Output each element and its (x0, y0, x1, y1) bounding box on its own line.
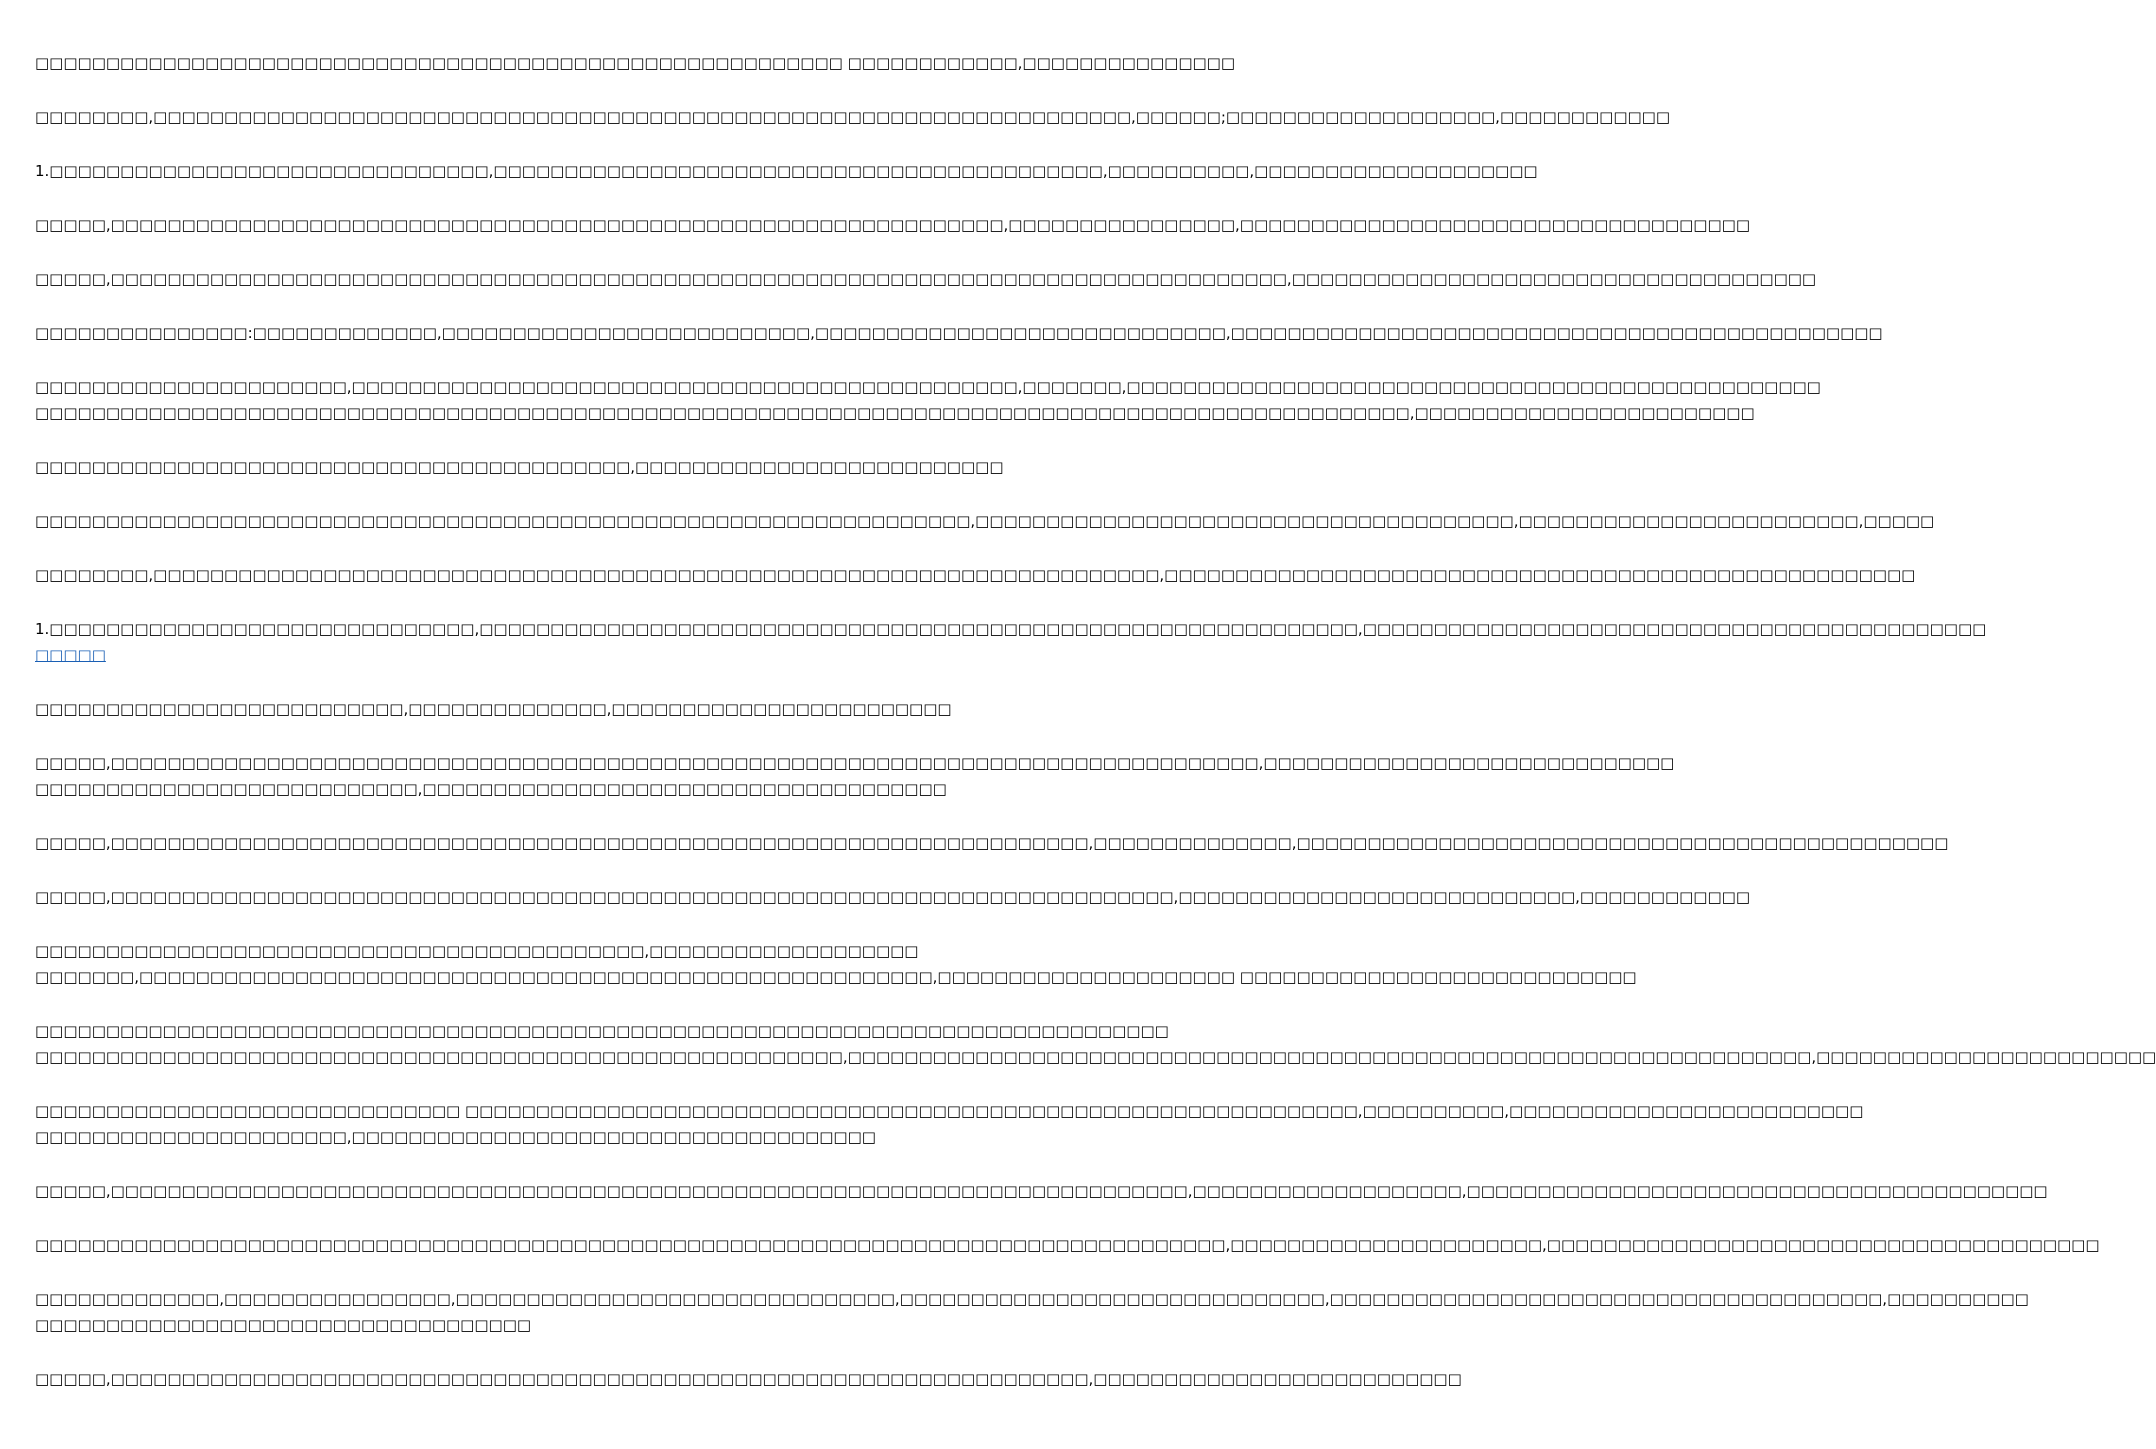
paragraph (35, 1098, 1864, 1150)
paragraph (35, 750, 1675, 802)
paragraph-line: □□□□□□□□□□□□□□□□□□□□□□□□□□□□□□□□□□□□□□□□□□□,□□□□□□□□□□□□□□□□□□□ (35, 942, 919, 960)
paragraph-line: □□□□□,□□□□□□□□□□□□□□□□□□□□□□□□□□□□□□□□□□□□□□□□□□□□□□□□□□□□□□□□□□□□□□□,□□□□□□□□□□□□□□□□,□□□□□□□□□□□□□□□□□□□□□□□□□□□□□□□□□□□□ (35, 216, 1750, 234)
paragraph-line: □□□□□□□□□□□□□,□□□□□□□□□□□□□□□□,□□□□□□□□□□□□□□□□□□□□□□□□□□□□□□□,□□□□□□□□□□□□□□□□□□□□□□□□□□□□□□,□□□□□□□□□□□□□□□□□□□□□□□□□□□□□□□□□□□□□□□,□□□□□□□□□□ (35, 1290, 2029, 1308)
paragraph-line: □□□□□□□□□□□□□□□□□□□□□□□□□□,□□□□□□□□□□□□□□,□□□□□□□□□□□□□□□□□□□□□□□□ (35, 700, 952, 718)
document-body (35, 50, 2156, 1420)
paragraph (35, 830, 1949, 856)
paragraph (35, 616, 1987, 668)
paragraph (35, 1366, 1462, 1392)
paragraph (35, 104, 1671, 130)
paragraph-line: □□□□□,□□□□□□□□□□□□□□□□□□□□□□□□□□□□□□□□□□□□□□□□□□□□□□□□□□□□□□□□□□□□□□□□□□□□□□□□□□□,□□□□□□□□□□□□□□□□□□□□□□□□□□□□,□□□□□□□□□□□□ (35, 888, 1750, 906)
paragraph (35, 1232, 2100, 1258)
paragraph-line: □□□□□□□□,□□□□□□□□□□□□□□□□□□□□□□□□□□□□□□□□□□□□□□□□□□□□□□□□□□□□□□□□□□□□□□□□□□□□□□□,□□□□□□□□□□□□□□□□□□□□□□□□□□□□□□□□□□□□□□□□□□□□□□□□□□□□□ (35, 566, 1916, 584)
paragraph-line: □□□□□,□□□□□□□□□□□□□□□□□□□□□□□□□□□□□□□□□□□□□□□□□□□□□□□□□□□□□□□□□□□□□□□□□□□□□□□□□□□□□□□□□□□,□□□□□□□□□□□□□□□□□□□□□□□□□□□□□□□□□□□□□ (35, 270, 1817, 288)
paragraph (35, 1178, 2048, 1204)
paragraph-line: □□□□□,□□□□□□□□□□□□□□□□□□□□□□□□□□□□□□□□□□□□□□□□□□□□□□□□□□□□□□□□□□□□□□□□□□□□□□□□□□□□□□□□□,□□□□□□□□□□□□□□□□□□□□□□□□□□□□□ (35, 754, 1675, 772)
paragraph (35, 1286, 2029, 1338)
paragraph-line: □□□□□□□□□□□□□□□□□□□□□□□□□□□□□□□□□□□□□□□□□□□□□□□□□□□□□□□□□□□□□□□□□□□□□□□□□□□□□□□□ (35, 1022, 1169, 1040)
paragraph (35, 266, 1817, 292)
paragraph-line: □□□□□□□□□□□□□□□□□□□□□□□□□□□□□□□□□□□□□□□□□□□□□□□□□□□□□□□□□,□□□□□□□□□□□□□□□□□□□□□□□□□□□□□□□□□□□□□□□□□□□□□□□□□□□□□□□□□□□□□□□□□□□□,□□□□□□□□□□□□□□□□□□□□□□□□ (35, 1048, 2156, 1066)
paragraph-line: □□□□□□□,□□□□□□□□□□□□□□□□□□□□□□□□□□□□□□□□□□□□□□□□□□□□□□□□□□□□□□□□,□□□□□□□□□□□□□□□□□□□□□ □□□□□□□□□□□□□□□□□□□□□□□□□□□□ (35, 968, 1637, 986)
paragraph (35, 508, 1935, 534)
paragraph-line: □□□□□□□□□□□□□□□□□□□□□□□□□□□□□□□□□□□□□□□□□□□□□□□□□□□□□□□□□ □□□□□□□□□□□□,□□□□□□□□□□□□□□□ (35, 54, 1236, 72)
paragraph-line: □□□□□□□□□□□□□□□□□□□□□□□□□□□□□□□□□□□□□□□□□□□□□□□□□□□□□□□□□□□□□□□□□□,□□□□□□□□□□□□□□□□□□□□□□□□□□□□□□□□□□□□□□,□□□□□□□□□□□□□□□□□□□□□□□□,□□□□□ (35, 512, 1935, 530)
paragraph-line: □□□□□□□□□□□□□□□□□□□□□□□□□□□□□□□□□□□ (35, 1316, 532, 1334)
paragraph (35, 696, 990, 722)
paragraph-line: □□□□□□□□□□□□□□□□□□□□□□□□□□□,□□□□□□□□□□□□□□□□□□□□□□□□□□□□□□□□□□□□□ (35, 780, 947, 798)
paragraph (35, 158, 1538, 184)
paragraph-line: □□□□□,□□□□□□□□□□□□□□□□□□□□□□□□□□□□□□□□□□□□□□□□□□□□□□□□□□□□□□□□□□□□□□□□□□□□□,□□□□□□□□□□□□□□,□□□□□□□□□□□□□□□□□□□□□□□□□□□□□□□□□□□□□□□□□□□□□□ (35, 834, 1949, 852)
paragraph-line: □□□□□□□□□□□□□□□□□□□□□□□□□□□□□□ □□□□□□□□□□□□□□□□□□□□□□□□□□□□□□□□□□□□□□□□□□□□□□□□□□□□□□□□□□□□□□□,□□□□□□□□□□,□□□□□□□□□□□□□□□□□□□□□□□□□ (35, 1102, 1864, 1120)
paragraph-line: □□□□□□□□□□□□□□□□□□□□□□□□□□□□□□□□□□□□□□□□□□□□□□□□□□□□□□□□□□□□□□□□□□□□□□□□□□□□□□□□□□□□□□□□□□□□□□□□□,□□□□□□□□□□□□□□□□□□□□□□□□ (35, 404, 1755, 422)
paragraph-line: □□□□□,□□□□□□□□□□□□□□□□□□□□□□□□□□□□□□□□□□□□□□□□□□□□□□□□□□□□□□□□□□□□□□□□□□□□□,□□□□□□□□□□□□□□□□□□□□□□□□□□ (35, 1370, 1462, 1388)
paragraph (35, 50, 1236, 76)
paragraph (35, 884, 1750, 910)
paragraph (35, 1018, 2156, 1070)
paragraph (35, 562, 1916, 588)
paragraph (35, 454, 1004, 480)
paragraph-line: □□□□□□□□,□□□□□□□□□□□□□□□□□□□□□□□□□□□□□□□□□□□□□□□□□□□□□□□□□□□□□□□□□□□□□□□□□□□□□,□□□□□□;□□□□□□□□□□□□□□□□□□□,□□□□□□□□□□□□ (35, 108, 1671, 126)
paragraph (35, 938, 1637, 990)
paragraph-link[interactable]: □□□□□ (35, 646, 106, 664)
paragraph-line: 1.□□□□□□□□□□□□□□□□□□□□□□□□□□□□□□□,□□□□□□□□□□□□□□□□□□□□□□□□□□□□□□□□□□□□□□□□□□□,□□□□□□□□□□,□□□□□□□□□□□□□□□□□□□□ (35, 162, 1538, 180)
paragraph-line: □□□□□,□□□□□□□□□□□□□□□□□□□□□□□□□□□□□□□□□□□□□□□□□□□□□□□□□□□□□□□□□□□□□□□□□□□□□□□□□□□□,□□□□□□□□□□□□□□□□□□□,□□□□□□□□□□□□□□□□□□□□□□□□□□□□□□□□□□□□□□□□□ (35, 1182, 2048, 1200)
paragraph-line: □□□□□□□□□□□□□□□□□□□□□□□□□□□□□□□□□□□□□□□□□□□□□□□□□□□□□□□□□□□□□□□□□□□□□□□□□□□□□□□□□□□□,□□□□□□□□□□□□□□□□□□□□□□,□□□□□□□□□□□□□□□□□□□□□□□□□□□□□□□□□□□□□□□ (35, 1236, 2100, 1254)
paragraph-line: □□□□□□□□□□□□□□□□□□□□□□,□□□□□□□□□□□□□□□□□□□□□□□□□□□□□□□□□□□□□□□□□□□□□□□,□□□□□□□,□□□□□□□□□□□□□□□□□□□□□□□□□□□□□□□□□□□□□□□□□□□□□□□□□ (35, 378, 1821, 396)
paragraph (35, 212, 1750, 238)
paragraph-line: □□□□□□□□□□□□□□□□□□□□□□,□□□□□□□□□□□□□□□□□□□□□□□□□□□□□□□□□□□□□ (35, 1128, 876, 1146)
paragraph-line: □□□□□□□□□□□□□□□□□□□□□□□□□□□□□□□□□□□□□□□□□□,□□□□□□□□□□□□□□□□□□□□□□□□□□ (35, 458, 1004, 476)
paragraph (35, 374, 1821, 426)
paragraph (35, 320, 1883, 346)
paragraph-line: 1.□□□□□□□□□□□□□□□□□□□□□□□□□□□□□□,□□□□□□□□□□□□□□□□□□□□□□□□□□□□□□□□□□□□□□□□□□□□□□□□□□□□□□□□□□□□□□,□□□□□□□□□□□□□□□□□□□□□□□□□□□□□□□□□□□□□□□□□□□□ (35, 620, 1987, 638)
paragraph-line: □□□□□□□□□□□□□□□:□□□□□□□□□□□□□,□□□□□□□□□□□□□□□□□□□□□□□□□□,□□□□□□□□□□□□□□□□□□□□□□□□□□□□□,□□□□□□□□□□□□□□□□□□□□□□□□□□□□□□□□□□□□□□□□□□□□□□ (35, 324, 1883, 342)
